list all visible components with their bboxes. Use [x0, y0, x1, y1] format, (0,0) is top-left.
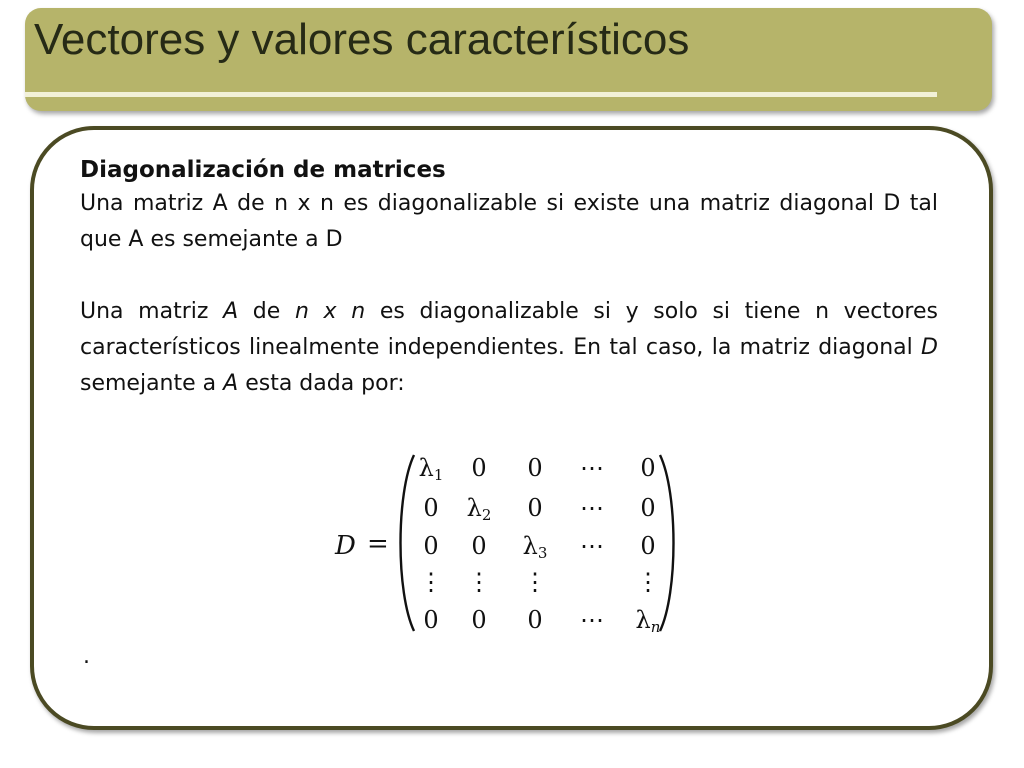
definition-paragraph: Una matriz A de n x n es diagonalizable si existe una matriz diagonal D tal que A es semejante a D — [80, 191, 938, 252]
matrix-cell: 0 — [471, 454, 487, 482]
matrix-cell: 0 — [527, 494, 543, 522]
paragraph-spacer — [80, 258, 938, 294]
text-run: es diagonalizable si y solo si tiene n vectores característicos linealmente independientes. En tal caso, la matriz diagonal — [80, 299, 938, 360]
matrix-cell: $\lambda_2$ — [466, 494, 492, 524]
text-run: semejante a — [80, 371, 224, 396]
matrix-cell: 0 — [423, 606, 439, 634]
matrix-cell: 0 — [527, 606, 543, 634]
matrix-cell: 0 — [640, 494, 656, 522]
matrix-cell: 0 — [640, 454, 656, 482]
matrix-cell: $\lambda_3$ — [522, 532, 548, 562]
matrix-lhs: D — [335, 531, 356, 561]
text-run: esta dada por: — [238, 371, 405, 396]
text-block — [80, 155, 938, 402]
right-paren — [658, 453, 680, 633]
matrix-cell: 0 — [471, 606, 487, 634]
matrix-cell: ⋮ — [467, 568, 491, 596]
matrix-cell: ⋯ — [580, 606, 604, 634]
matrix-cell: ⋯ — [580, 532, 604, 560]
matrix-cell: 0 — [423, 494, 439, 522]
matrix-cell: $\lambda_n$ — [635, 606, 661, 636]
matrix-cell: ⋮ — [523, 568, 547, 596]
text-run: Una matriz — [80, 299, 224, 324]
matrix-cell: $\lambda_1$ — [418, 454, 444, 484]
matrix-cell: ⋯ — [580, 494, 604, 522]
slide-title: Vectores y valores característicos — [34, 15, 690, 64]
matrix-cell: 0 — [423, 532, 439, 560]
italic-text-run: A — [223, 299, 239, 324]
text-run: de — [238, 299, 295, 324]
matrix-cell: 0 — [640, 532, 656, 560]
equals-sign: = — [367, 529, 389, 559]
trailing-dot: . — [83, 644, 90, 669]
title-underline — [25, 92, 937, 97]
italic-text-run: A — [223, 371, 239, 396]
theorem-paragraph — [80, 294, 938, 402]
matrix-cell: ⋮ — [636, 568, 660, 596]
left-paren — [394, 453, 416, 633]
matrix-cell: ⋮ — [419, 568, 443, 596]
italic-text-run: D — [921, 335, 938, 360]
matrix-cell: ⋯ — [580, 454, 604, 482]
section-heading: Diagonalización de matrices — [80, 157, 446, 183]
matrix-cell: 0 — [527, 454, 543, 482]
italic-text-run: n x n — [294, 299, 366, 324]
matrix-cell: 0 — [471, 532, 487, 560]
diagonal-matrix-equation — [330, 445, 690, 635]
